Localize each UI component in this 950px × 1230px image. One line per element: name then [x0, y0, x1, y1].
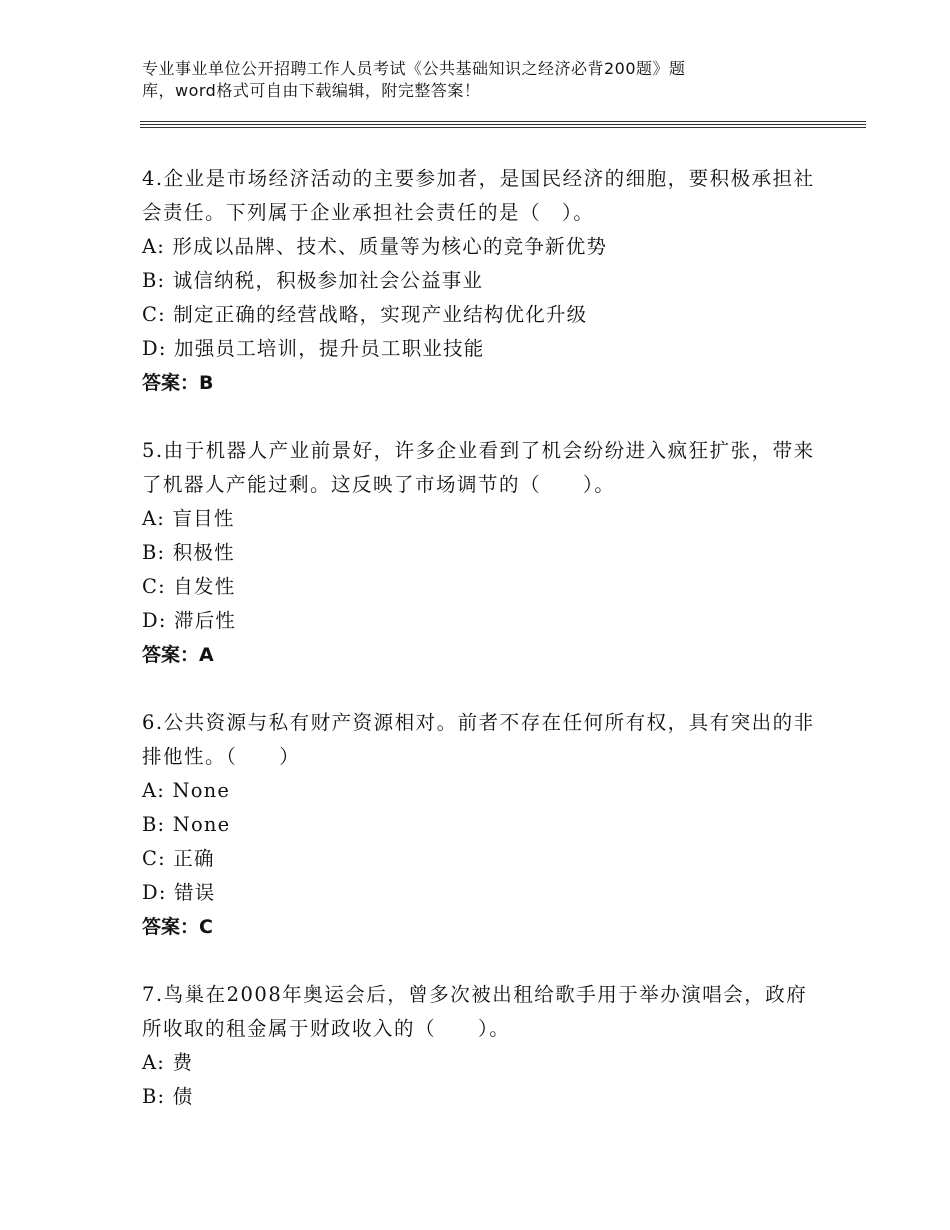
- option-d: D: 错误: [142, 881, 216, 904]
- option-a: A: 形成以品牌、技术、质量等为核心的竞争新优势: [142, 235, 608, 258]
- question-item: [142, 434, 822, 672]
- option-a: A: None: [142, 779, 231, 802]
- option-b: B: 积极性: [142, 541, 235, 564]
- option-c: C: 自发性: [142, 575, 236, 598]
- option-b: B: 债: [142, 1085, 194, 1108]
- question-text: 4.企业是市场经济活动的主要参加者，是国民经济的细胞，要积极承担社会责任。下列属于企业承担社会责任的是（ ）。: [142, 167, 815, 224]
- option-c: C: 正确: [142, 847, 215, 870]
- answer-label: 答案：A: [142, 644, 214, 666]
- option-a: A: 盲目性: [142, 507, 235, 530]
- document-header: [142, 58, 782, 102]
- header-divider: [140, 127, 866, 128]
- question-item: [142, 706, 822, 944]
- question-item: [142, 162, 822, 400]
- question-list: [142, 162, 822, 1148]
- question-text: 6.公共资源与私有财产资源相对。前者不存在任何所有权，具有突出的非排他性。（ ）: [142, 711, 815, 768]
- option-c: C: 制定正确的经营战略，实现产业结构优化升级: [142, 303, 588, 326]
- option-a: A: 费: [142, 1051, 194, 1074]
- option-b: B: 诚信纳税，积极参加社会公益事业: [142, 269, 484, 292]
- option-b: B: None: [142, 813, 231, 836]
- header-title-line-1: 专业事业单位公开招聘工作人员考试《公共基础知识之经济必背200题》题: [142, 59, 686, 78]
- question-text: 5.由于机器人产业前景好，许多企业看到了机会纷纷进入疯狂扩张，带来了机器人产能过剩。这反映了市场调节的（ ）。: [142, 439, 815, 496]
- answer-label: 答案：B: [142, 372, 214, 394]
- header-divider: [140, 121, 866, 122]
- question-item: [142, 978, 822, 1114]
- option-d: D: 滞后性: [142, 609, 237, 632]
- header-divider: [140, 124, 866, 125]
- answer-label: 答案：C: [142, 916, 213, 938]
- question-text: 7.鸟巢在2008年奥运会后，曾多次被出租给歌手用于举办演唱会，政府所收取的租金属于财政收入的（ ）。: [142, 983, 808, 1040]
- option-d: D: 加强员工培训，提升员工职业技能: [142, 337, 485, 360]
- header-title-line-2: 库，word格式可自由下载编辑，附完整答案！: [142, 81, 481, 100]
